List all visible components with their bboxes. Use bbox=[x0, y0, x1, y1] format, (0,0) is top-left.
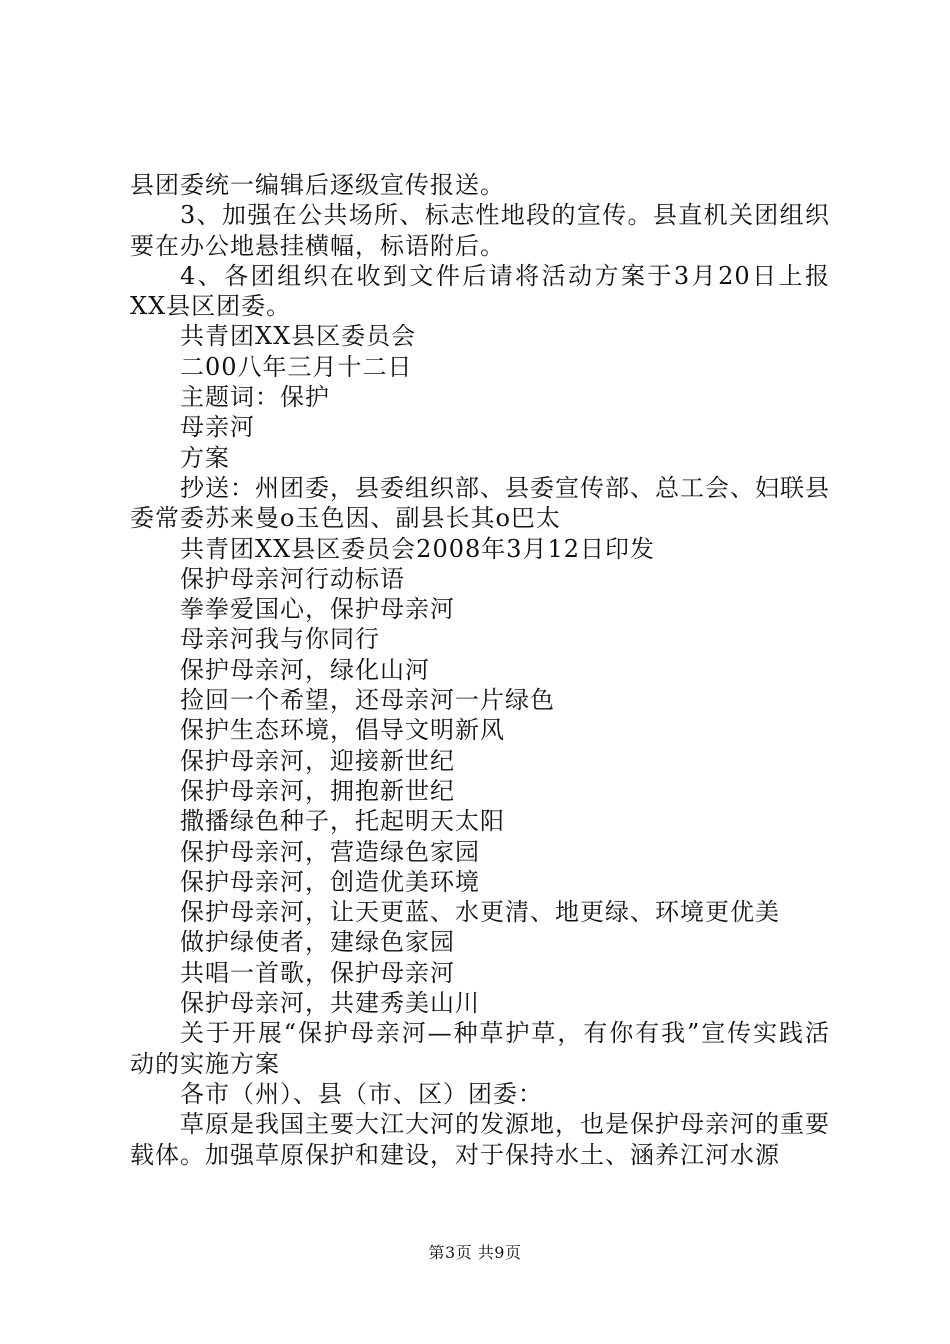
slogan-item: 捡回一个希望，还母亲河一片绿色 bbox=[180, 686, 555, 715]
signature-date: 二00八年三月十二日 bbox=[180, 352, 413, 381]
slogan-item: 保护母亲河，让天更蓝、水更清、地更绿、环境更优美 bbox=[180, 898, 780, 927]
slogan-item: 保护母亲河，创造优美环境 bbox=[180, 867, 480, 896]
signature-org: 共青团XX县区委员会 bbox=[180, 322, 417, 351]
slogan-list bbox=[130, 594, 830, 1018]
cc-paragraph: 抄送：州团委，县委组织部、县委宣传部、总工会、妇联县委常委苏来曼o玉色因、副县长其o巴太 bbox=[130, 473, 830, 533]
issued-line: 共青团XX县区委员会2008年3月12日印发 bbox=[180, 534, 656, 563]
slogan-item: 共唱一首歌，保护母亲河 bbox=[180, 958, 455, 987]
slogan-item: 撒播绿色种子，托起明天太阳 bbox=[180, 807, 505, 836]
item-3-paragraph: 3、加强在公共场所、标志性地段的宣传。县直机关团组织要在办公地悬挂横幅，标语附后。 bbox=[130, 201, 830, 260]
slogan-item: 保护母亲河，绿化山河 bbox=[180, 655, 430, 684]
addressee-line: 各市（州）、县（市、区）团委： bbox=[180, 1079, 543, 1108]
slogan-item: 母亲河我与你同行 bbox=[180, 625, 380, 654]
intro-paragraph: 草原是我国主要大江大河的发源地，也是保护母亲河的重要载体。加强草原保护和建设，对于保持水土、涵养江河水源 bbox=[130, 1110, 830, 1169]
slogans-title: 保护母亲河行动标语 bbox=[180, 564, 405, 593]
keywords-line-2: 母亲河 bbox=[180, 413, 255, 442]
keywords-line-3: 方案 bbox=[180, 443, 230, 472]
keywords-label: 主题词：保护 bbox=[180, 383, 330, 412]
slogan-item: 拳拳爱国心，保护母亲河 bbox=[180, 595, 455, 624]
slogan-item: 保护母亲河，营造绿色家园 bbox=[180, 837, 480, 866]
page-number-footer: 第3页 共9页 bbox=[428, 1243, 522, 1262]
item-4-paragraph: 4、各团组织在收到文件后请将活动方案于3月20日上报XX县区团委。 bbox=[130, 261, 830, 321]
continuation-line: 县团委统一编辑后逐级宣传报送。 bbox=[130, 171, 505, 199]
plan-title: 关于开展“保护母亲河—种草护草，有你有我”宣传实践活动的实施方案 bbox=[130, 1019, 830, 1078]
slogan-item: 做护绿使者，建绿色家园 bbox=[180, 928, 455, 957]
slogan-item: 保护母亲河，迎接新世纪 bbox=[180, 746, 455, 775]
document-body bbox=[130, 170, 830, 1170]
slogan-item: 保护生态环境，倡导文明新风 bbox=[180, 716, 505, 745]
slogan-item: 保护母亲河，拥抱新世纪 bbox=[180, 776, 455, 805]
slogan-item: 保护母亲河，共建秀美山川 bbox=[180, 989, 480, 1018]
